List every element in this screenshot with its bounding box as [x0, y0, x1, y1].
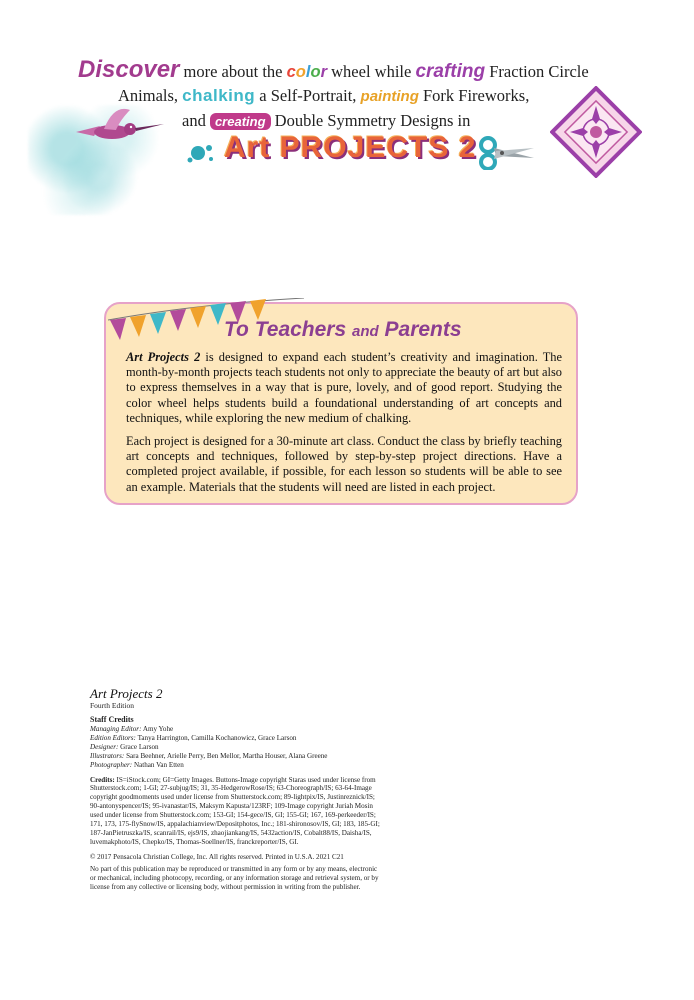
image-credits [90, 776, 380, 847]
keyword-painting: painting [360, 88, 419, 105]
keyword-color [287, 63, 327, 81]
staff-names: Sara Beehner, Arielle Perry, Ben Mellor, Martha Houser, Alana Greene [124, 751, 328, 760]
panel-paragraph-2: Each project is designed for a 30-minute art class. Conduct the class by briefly teaching art concepts and techniques, followed by step-by-step project directions. Have a completed project available, if possible, for each lesson so students will be able to see an example. Materials that the students will need are listed in each project. [126, 434, 562, 494]
color-letter: r [320, 63, 327, 81]
panel-title-text: Parents [378, 318, 462, 341]
credits-section [90, 686, 380, 891]
copyright-line: © 2017 Pensacola Christian College, Inc. All rights reserved. Printed in U.S.A. 2021 C21 [90, 852, 344, 861]
panel-title [224, 318, 462, 342]
staff-role: Photographer: [90, 760, 133, 769]
logo-text: Art PROJECTS 2 [224, 131, 477, 164]
staff-line [90, 761, 380, 770]
headline-text: wheel while [327, 62, 416, 81]
staff-names: Amy Yohe [141, 725, 174, 733]
headline [70, 58, 630, 134]
panel-body [126, 350, 562, 503]
panel-paragraph-1 [126, 350, 562, 426]
headline-text: a Self-Portrait, [255, 86, 361, 105]
panel-title-and: and [352, 323, 379, 340]
keyword-creating: creating [210, 113, 271, 130]
keyword-crafting: crafting [415, 61, 486, 82]
staff-line [90, 734, 380, 743]
book-title: Art Projects 2 [90, 686, 163, 701]
staff-role: Designer: [90, 742, 119, 751]
headline-text: Animals, [118, 86, 183, 105]
reproduction-notice: No part of this publication may be reproduced or transmitted in any form or by any means, electronic or mechanical, including photocopy, recording, or any information storage and retrieval system, or by license from any collective or licensing body, without permission in writing from the publisher. [90, 864, 379, 891]
staff-names: Grace Larson [118, 742, 159, 751]
staff-line [90, 743, 380, 752]
color-letter: c [286, 63, 296, 81]
staff-role: Edition Editors: [90, 733, 136, 742]
symmetry-design-icon [550, 86, 642, 178]
image-credits-text: IS=iStock.com; GI=Getty Images. Buttons-Image copyright Staras used under license from Shutterstock.com; 1-GI; 27-subjug/IS; 31, 35-HedgerowRose/IS; 63-Choreograph/IS; 63-64-Image copyright goodmoments used under license from Shutterstock.com; 89-lightpix/IS, Justinreznick/IS; 90-antonyspencer/IS; 95-ivanastar/IS, Maksym Kapusta/123RF; 109-Image copyright Juriah Mosin used under license from Shutterstock.com; 153-GI; 154-gece/IS, GI; 155-GI; 167, 169-perkeeder/IS; 171, 173, 175-flySnow/IS, appalachianview/Depositphotos, Inc.; 181-shironosov/IS, GI; 183, 185-GI; 187-JanPietruszka/IS, scanrail/IS, ejs9/IS, zhaojiankang/IS, 5432action/IS, Cobalt88/IS, Daisha/IS, luvemakphoto/IS, Chepko/IS, Thomas-Soellner/IS, franckreporter/IS, GI. [90, 775, 380, 846]
headline-text: Double Symmetry Designs in [270, 111, 471, 130]
header-banner [0, 0, 694, 230]
staff-line [90, 725, 380, 734]
headline-line-2 [70, 84, 630, 109]
staff-credits-heading: Staff Credits [90, 715, 134, 724]
paint-splatter-icon [186, 142, 216, 164]
color-letter: o [310, 63, 321, 81]
color-letter: o [295, 63, 306, 81]
staff-role: Illustrators: [90, 751, 125, 760]
staff-role: Managing Editor: [90, 725, 142, 733]
staff-names: Nathan Van Etten [132, 760, 184, 769]
headline-text: Fraction Circle [485, 62, 589, 81]
panel-title-text: To Teachers [224, 318, 352, 341]
scissors-icon [478, 136, 536, 170]
art-projects-logo [186, 128, 546, 178]
keyword-chalking: chalking [182, 86, 256, 105]
edition: Fourth Edition [90, 701, 134, 710]
headline-line-1 [70, 58, 630, 84]
headline-text: more about the [179, 62, 287, 81]
book-title-inline: Art Projects 2 [126, 350, 201, 364]
image-credits-label: Credits: [90, 775, 115, 784]
staff-names: Tanya Harrington, Camilla Kochanowicz, Grace Larson [135, 733, 297, 742]
keyword-discover: Discover [78, 56, 180, 83]
paragraph-text: is designed to expand each student’s creativity and imagination. The month-by-month projects teach students not only to appreciate the beauty of art but also to express themselves in a way that is pure, lovely, and of good report. Studying the color wheel helps students build a foundational understanding of art concepts and techniques, while exploring the new medium of chalking. [126, 350, 562, 425]
headline-text: and [182, 111, 210, 130]
color-letter: l [305, 63, 311, 81]
staff-line [90, 752, 380, 761]
headline-text: Fork Fireworks, [418, 86, 530, 105]
